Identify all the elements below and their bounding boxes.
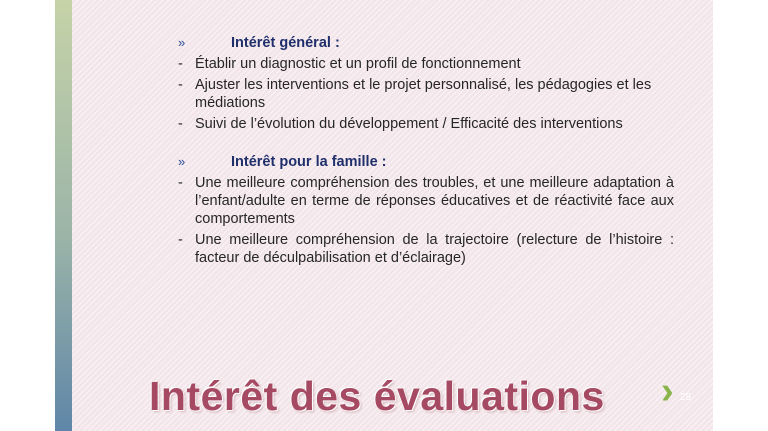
list-item — [178, 76, 674, 112]
list-item — [178, 174, 674, 228]
section-family-interest — [178, 153, 674, 267]
list-item-text: Ajuster les interventions et le projet personnalisé, les pédagogies et les médiations — [195, 77, 652, 111]
list-item-text: Une meilleure compréhension des troubles, et une meilleure adaptation à l’enfant/adulte en terme de réponses éducatives et de réactivité face aux comportements — [195, 175, 674, 227]
section-heading-text: Intérêt pour la famille : — [231, 154, 387, 170]
list-item-text: Une meilleure compréhension de la trajectoire (relecture de l’histoire : facteur de déculpabilisation et d’éclairage) — [195, 232, 674, 266]
chevron-bullet-icon: » — [178, 154, 186, 169]
dash-bullet: - — [178, 175, 183, 191]
dash-bullet: - — [178, 232, 183, 248]
dash-bullet: - — [178, 77, 183, 93]
dash-bullet: - — [178, 56, 183, 72]
page-number: 28 — [680, 392, 692, 403]
chevron-right-icon[interactable]: › — [661, 370, 674, 412]
section-general-interest — [178, 34, 674, 133]
slide-title: Intérêt des évaluations — [149, 373, 605, 419]
list-item — [178, 231, 674, 267]
list-item-text: Établir un diagnostic et un profil de fonctionnement — [195, 56, 521, 72]
dash-bullet: - — [178, 116, 183, 132]
section-heading-text: Intérêt général : — [231, 35, 340, 51]
slide-body — [178, 34, 674, 287]
section-heading — [178, 34, 674, 52]
slide — [55, 0, 713, 431]
list-item — [178, 55, 674, 73]
decorative-side-bar — [55, 0, 72, 431]
list-item — [178, 115, 674, 133]
list-item-text: Suivi de l’évolution du développement / Efficacité des interventions — [195, 116, 623, 132]
chevron-bullet-icon: » — [178, 35, 186, 50]
section-heading — [178, 153, 674, 171]
